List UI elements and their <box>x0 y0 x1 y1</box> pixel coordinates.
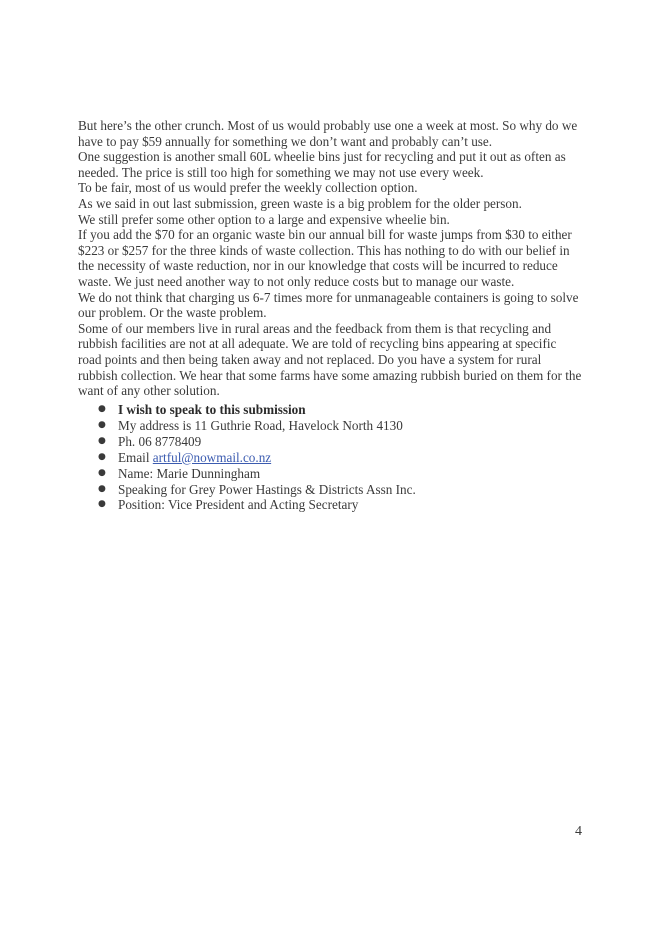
bullet-icon: ● <box>98 435 106 446</box>
page-number: 4 <box>575 824 582 839</box>
bullet-icon: ● <box>98 483 106 494</box>
list-item-speak <box>98 402 578 418</box>
list-item-email <box>98 450 578 466</box>
paragraph: Some of our members live in rural areas and the feedback from them is that recycling and rubbish facilities are not at all adequate. We are told of recycling bins appearing at specific road points and then being taken away and not replaced. Do you have a system for rural rubbish collection. We hear that some farms have some amazing rubbish buried on them for the want of any other solution. <box>78 320 582 399</box>
email-link[interactable]: artful@nowmail.co.nz <box>152 449 272 465</box>
paragraph: To be fair, most of us would prefer the weekly collection option. <box>78 180 418 196</box>
paragraph: We still prefer some other option to a large and expensive wheelie bin. <box>78 211 450 227</box>
bullet-icon: ● <box>98 499 106 510</box>
email-label: Email <box>118 449 153 465</box>
paragraph: We do not think that charging us 6-7 times more for unmanageable containers is going to solve our problem. Or the waste problem. <box>78 289 579 321</box>
bullet-icon: ● <box>98 467 106 478</box>
body-text <box>78 118 583 399</box>
paragraph: One suggestion is another small 60L wheelie bins just for recycling and put it out as often as needed. The price is still too high for something we may not use every week. <box>78 149 566 180</box>
list-item-position <box>98 497 578 513</box>
speak-request: I wish to speak to this submission <box>118 402 306 417</box>
paragraph: But here’s the other crunch. Most of us would probably use one a week at most. So why do we have to pay $59 annually for something we don’t want and probably can’t use. <box>78 118 578 149</box>
paragraph: If you add the $70 for an organic waste bin our annual bill for waste jumps from $30 to either $223 or $257 for the three kinds of waste collection. This has nothing to do with our belief in the necessity of waste reduction, nor in our knowledge that costs will be incurred to reduce waste. We just need another way to not only reduce costs but to manage our waste. <box>78 227 572 289</box>
paragraph: As we said in out last submission, green waste is a big problem for the older person. <box>78 195 522 211</box>
bullet-icon: ● <box>98 419 106 430</box>
list-item-speaking-for <box>98 482 578 498</box>
contact-bullet-list <box>98 402 578 513</box>
name-text: Name: Marie Dunningham <box>118 465 261 481</box>
bullet-icon: ● <box>98 451 106 462</box>
list-item-address <box>98 418 578 434</box>
address-text: My address is 11 Guthrie Road, Havelock North 4130 <box>118 417 403 433</box>
position-text: Position: Vice President and Acting Secretary <box>118 497 359 513</box>
list-item-phone <box>98 434 578 450</box>
speaking-for-text: Speaking for Grey Power Hastings & Districts Assn Inc. <box>118 481 416 497</box>
phone-text: Ph. 06 8778409 <box>118 433 202 449</box>
list-item-name <box>98 466 578 482</box>
bullet-icon: ● <box>98 404 106 414</box>
